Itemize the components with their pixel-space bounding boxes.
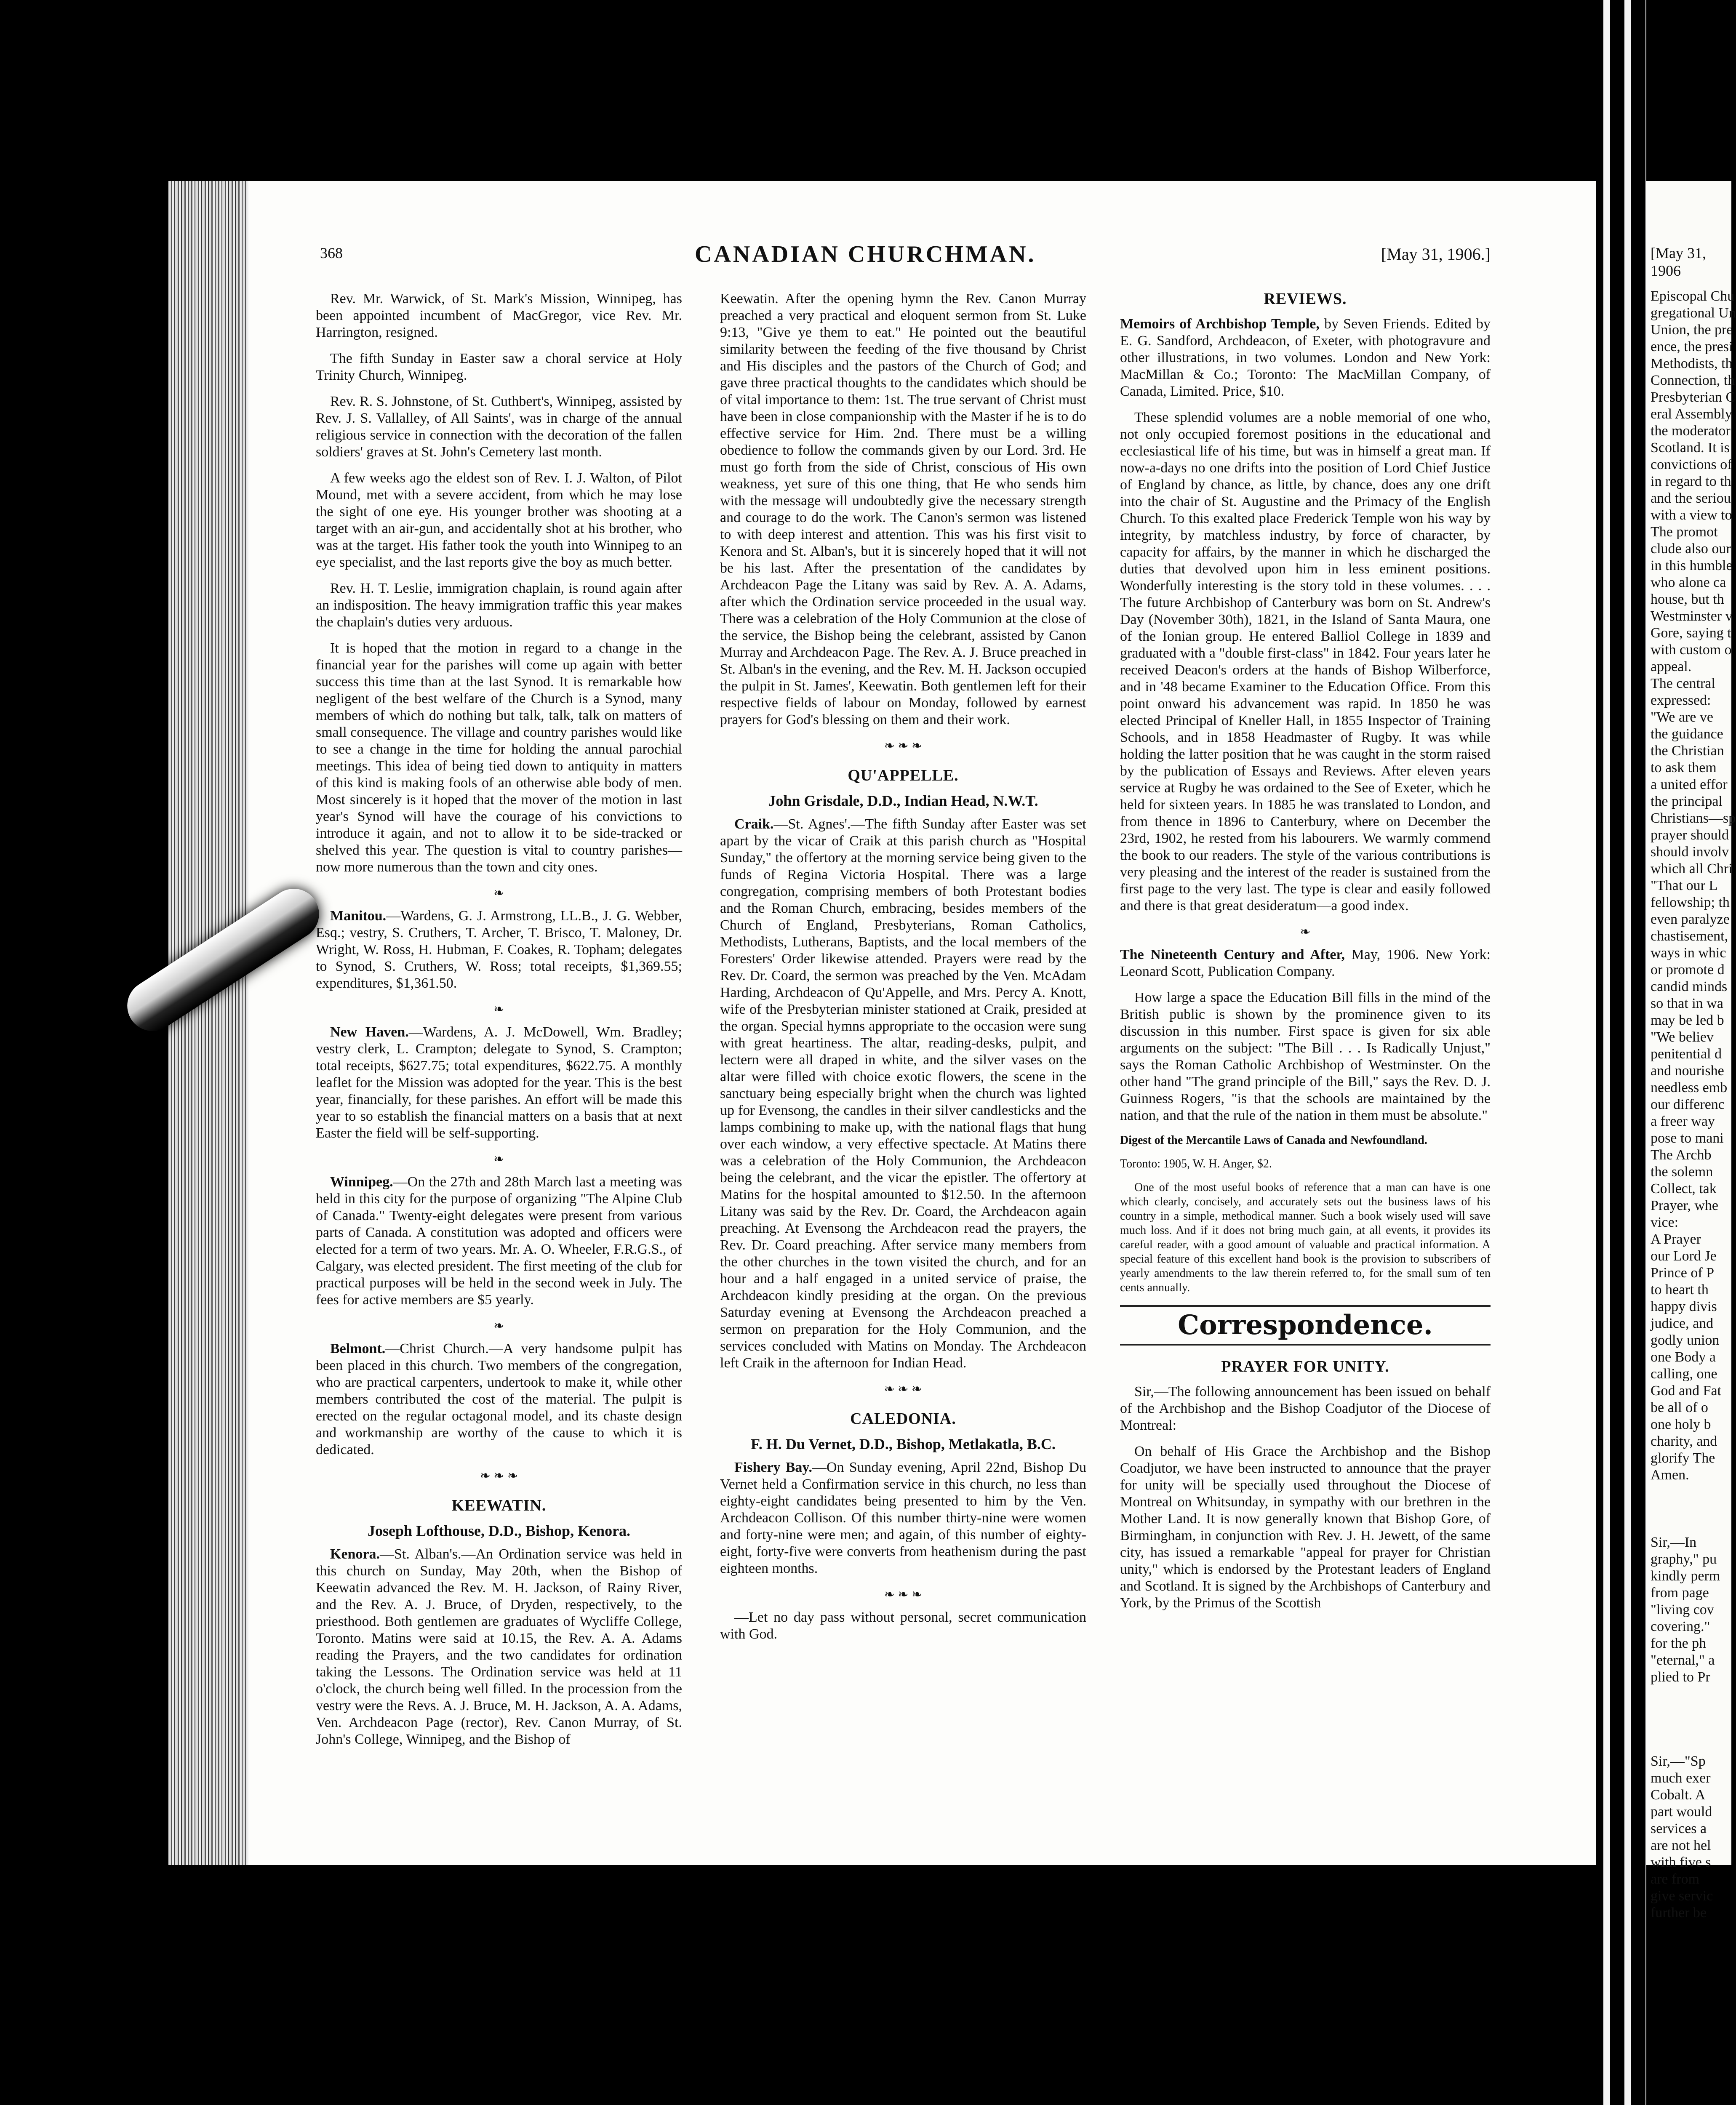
- facing-page-line: Presbyterian C: [1651, 389, 1736, 405]
- review-body: How large a space the Education Bill fills in the mind of the British public is shown by the prominence given to its discussion in this number. First space is given for six able arguments on the subject: "The Bill . . . Is Radically Unjust," says the Roman Catholic Archbishop of Westminster. On the other hand "The grand principle of the Bill," says the Rev. D. J. Guinness Rogers, "is that the schools are maintained by the nation, and that the rule of the nation in them must be absolute.": [1120, 990, 1491, 1123]
- book-title: The Nineteenth Century and After,: [1120, 947, 1345, 962]
- facing-page-line: so that in wa: [1651, 996, 1723, 1011]
- ornament-icon: ❧: [1300, 925, 1311, 939]
- facing-page-line: Sir,—In: [1651, 1535, 1697, 1550]
- news-paragraph: Rev. H. T. Leslie, immigration chaplain, is round again after an indisposition. The heavy immigration traffic this year makes the chaplain's duties very arduous.: [316, 581, 682, 630]
- item-text: —Christ Church.—A very handsome pulpit has been placed in this church. Two members of the congregation, who are practical carpenters, undertook to make it, while other members contributed the cost of the material. The pulpit is erected on the regular octagonal model, and its chaste design and workmanship are worthy of the cause to which it is dedicated.: [316, 1341, 682, 1458]
- review-body: These splendid volumes are a noble memorial of one who, not only occupied foremost positions in the educational and ecclesiastical life of his time, but was in himself a great man. If now-a-days no one drifts into the position of Lord Chief Justice of England by chance, as little, by chance, does any one drift into the chair of St. Augustine and the Primacy of the English Church. To this exalted place Frederick Temple won his way by integrity, by matchless industry, by force of character, by capacity for affairs, by the manner in which he discharged the duties that devolved upon him in less eminent positions. Wonderfully interesting is the story told in these volumes. . . . The future Archbishop of Canterbury was born on St. Andrew's Day (November 30th), 1821, in the Island of Santa Maura, one of the Ionian group. He entered Balliol College in 1839 and graduated with a "double first-class" in 1842. Four years later he received Deacon's orders at the hands of Bishop Wilberforce, and in '48 became Examiner to the Education Office. From this point onward his advancement was rapid. In 1850 he was elected Principal of Kneller Hall, in 1855 Inspector of Training Schools, and in 1858 Headmaster of Rugby. It was while holding the latter position that he was caught in the storm raised by the publication of Essays and Reviews. After eleven years service at Rugby he was ordained to the See of Exeter, which he held for sixteen years. In 1885 he was translated to London, and from thence in 1896 to Canterbury, where on December the 23rd, 1902, he rested from his labourers. We warmly commend the book to our readers. The style of the various contributions is very pleasing and the interest of the reader is sustained from the first page to the very last. The type is clear and easily followed and there is that great desideratum—a good index.: [1120, 410, 1491, 914]
- place-heading: Belmont.: [330, 1341, 386, 1356]
- bishop-line: Joseph Lofthouse, D.D., Bishop, Kenora.: [367, 1522, 631, 1539]
- facing-page-line: appeal.: [1651, 659, 1692, 674]
- facing-page-line: kindly perm: [1651, 1568, 1720, 1584]
- ornament-icon: ❧ ❧ ❧: [884, 739, 923, 753]
- facing-page-line: "We are ve: [1651, 709, 1713, 725]
- facing-page-line: "eternal," a: [1651, 1652, 1715, 1668]
- belmont-item: [316, 1340, 682, 1458]
- section-divider: [1120, 1344, 1491, 1346]
- review-heading: [1120, 316, 1491, 400]
- facing-page-line: the guidance: [1651, 726, 1723, 742]
- manitou-item: [316, 908, 682, 992]
- facing-page-line: glorify The: [1651, 1450, 1715, 1466]
- news-paragraph: Rev. Mr. Warwick, of St. Mark's Mission, Winnipeg, has been appointed incumbent of MacGregor, vice Rev. Mr. Harrington, resigned.: [316, 291, 682, 340]
- facing-page-line: part would: [1651, 1804, 1712, 1820]
- closing-line: —Let no day pass without personal, secret communication with God.: [720, 1609, 1086, 1642]
- ornament-icon: ❧ ❧ ❧: [480, 1469, 518, 1483]
- facing-page-line: The central: [1651, 676, 1715, 691]
- item-text: —On the 27th and 28th March last a meeting was held in this city for the purpose of organizing "The Alpine Club of Canada." Twenty-eight delegates were present from various parts of Canada. A constitution was adopted and officers were elected for a term of two years. Mr. A. O. Wheeler, F.R.G.S., of Calgary, was elected president. The first meeting of the club for practical purposes will be held in the second week in July. The fees for active members are $5 yearly.: [316, 1174, 682, 1308]
- facing-page-line: or promote d: [1651, 962, 1725, 978]
- facing-page-line: from page: [1651, 1585, 1709, 1601]
- ornament-icon: ❧: [493, 1319, 504, 1333]
- facing-page-line: clude also our: [1651, 541, 1731, 557]
- facing-page-line: with five s: [1651, 1855, 1711, 1870]
- facing-page-line: graphy," pu: [1651, 1551, 1717, 1567]
- facing-page-line: Gore, saying t: [1651, 625, 1731, 641]
- facing-page-line: chastisement,: [1651, 928, 1728, 944]
- diocese-heading: CALEDONIA.: [850, 1410, 956, 1428]
- facing-page-line: Connection, th: [1651, 373, 1735, 388]
- kenora-item: [316, 1546, 682, 1748]
- ornament-icon: ❧ ❧ ❧: [884, 1588, 923, 1601]
- book-title: Memoirs of Archbishop Temple,: [1120, 316, 1320, 332]
- item-text: —Wardens, A. J. McDowell, Wm. Bradley; vestry clerk, L. Crampton; delegate to Synod, S. Crampton; total receipts, $627.75; total expenditures, $622.75. A monthly leaflet for the Mission was adopted for the year. This is the best year, financially, for these parishes. An effort will be made this year to so establish the financial matters on a basis that at next Easter the field will be self-supporting.: [316, 1024, 682, 1141]
- ornament-icon: ❧: [493, 886, 504, 900]
- facing-page-line: penitential d: [1651, 1046, 1722, 1062]
- facing-page-line: which all Chri: [1651, 861, 1733, 877]
- facing-page-line: A Prayer: [1651, 1231, 1701, 1247]
- facing-page-line: are from: [1651, 1871, 1700, 1887]
- place-heading: Kenora.: [330, 1546, 380, 1562]
- newhaven-item: [316, 1024, 682, 1142]
- place-heading: Manitou.: [330, 908, 387, 924]
- facing-page-line: Sir,—"Sp: [1651, 1753, 1706, 1769]
- masthead-title: CANADIAN CHURCHMAN.: [695, 241, 1036, 267]
- facing-page-line: calling, one: [1651, 1366, 1717, 1382]
- book-details: by Seven Friends. Edited by E. G. Sandford, Archdeacon, of Exeter, with photogravure and other illustrations, in two volumes. London and New York: MacMillan & Co.; Toronto: The MacMillan Company, of Canada, Limited. Price, $10.: [1120, 316, 1491, 399]
- section-divider: [1120, 1305, 1491, 1307]
- facing-page-line: "living cov: [1651, 1602, 1714, 1617]
- facing-page-lines: [1646, 1686, 1731, 1921]
- facing-page-line: to heart th: [1651, 1282, 1709, 1298]
- page-number: 368: [320, 245, 343, 261]
- diocese-heading: KEEWATIN.: [451, 1497, 547, 1514]
- place-heading: Fishery Bay.: [734, 1460, 813, 1475]
- facing-page-line: "We believ: [1651, 1029, 1714, 1045]
- facing-page-line: Cobalt. A: [1651, 1787, 1706, 1803]
- issue-date: [May 31, 1906.]: [1381, 245, 1491, 264]
- craik-item: [720, 816, 1086, 1372]
- facing-page-line: be all of o: [1651, 1400, 1708, 1415]
- facing-page-line: give servic: [1651, 1888, 1713, 1904]
- facing-page-line: ways in whic: [1651, 945, 1726, 961]
- facing-page-line: pose to mani: [1651, 1130, 1724, 1146]
- page-header: [248, 241, 1596, 278]
- diocese-heading: QU'APPELLE.: [848, 767, 959, 784]
- facing-page-line: with custom o: [1651, 642, 1732, 658]
- facing-page-line: The Archb: [1651, 1147, 1712, 1163]
- facing-page-line: the moderator: [1651, 423, 1731, 439]
- section-heading: REVIEWS.: [1264, 290, 1347, 308]
- facing-page-line: in this humble: [1651, 558, 1733, 573]
- facing-page-line: eral Assembly: [1651, 406, 1732, 422]
- facing-page-line: expressed:: [1651, 693, 1711, 708]
- facing-page-line: services a: [1651, 1821, 1707, 1836]
- book-title: Digest of the Mercantile Laws of Canada and Newfoundland.: [1120, 1134, 1427, 1147]
- facing-page-line: house, but th: [1651, 592, 1724, 607]
- letter-paragraph: Sir,—The following announcement has been issued on behalf of the Archbishop and the Bishop Coadjutor of the Diocese of Montreal:: [1120, 1384, 1491, 1433]
- ornament-icon: ❧: [493, 1152, 504, 1166]
- book-details: Toronto: 1905, W. H. Anger, $2.: [1120, 1157, 1272, 1170]
- facing-page-line: for the ph: [1651, 1636, 1707, 1651]
- item-text: —St. Alban's.—An Ordination service was held in this church on Sunday, May 20th, when the Bishop of Keewatin advanced the Rev. M. H. Jackson, of Rainy River, and the Rev. A. J. Bruce, of Dryden, respectively, to the priesthood. Both gentlemen are graduates of Wycliffe College, Toronto. Matins were said at 10.15, the Rev. A. A. Adams reading the Prayers, and the two candidates for ordination taking the Lessons. The Ordination service was held at 11 o'clock, the church being well filled. In the procession from the vestry were the Revs. A. J. Bruce, M. H. Jackson, A. A. Adams, Ven. Archdeacon Page (rector), Rev. Canon Murray, of St. John's College, Winnipeg, and the Bishop of: [316, 1546, 682, 1747]
- letter-heading: PRAYER FOR UNITY.: [1221, 1358, 1389, 1375]
- facing-page-line: one Body a: [1651, 1349, 1716, 1365]
- facing-page-line: Prince of P: [1651, 1265, 1715, 1281]
- facing-page-line: a united effor: [1651, 777, 1728, 792]
- facing-page-line: a freer way: [1651, 1114, 1715, 1129]
- scan-background: [0, 0, 168, 2105]
- facing-page-line: in regard to th: [1651, 474, 1731, 489]
- place-heading: Winnipeg.: [330, 1174, 393, 1190]
- page-gutter: [1596, 0, 1646, 2105]
- ornament-icon: ❧ ❧ ❧: [884, 1382, 923, 1396]
- facing-page-line: judice, and: [1651, 1316, 1714, 1331]
- news-paragraph: It is hoped that the motion in regard to a change in the financial year for the parishes will come up again with better success this time than at the last Synod. It is remarkable how negligent of the best welfare of the Church is a Synod, many members of which do nothing but talk, talk, talk on matters of small consequence. The village and country parishes would like to see a change in the time for holding the annual parochial meetings. This idea of being tied down to antiquity in matters of this kind is making fools of an otherwise able body of men. Most sincerely is it hoped that the mover of the motion in last year's Synod will have the courage of his convictions to introduce it again, and not to allow it to be side-tracked or shelved this year. The question is vital to country parishes—now more numerous than the town and city ones.: [316, 640, 682, 875]
- facing-page-line: Collect, tak: [1651, 1181, 1717, 1196]
- facing-page-line: needless emb: [1651, 1080, 1728, 1095]
- place-heading: Craik.: [734, 816, 774, 832]
- news-paragraph: The fifth Sunday in Easter saw a choral service at Holy Trinity Church, Winnipeg.: [316, 351, 682, 383]
- column-2: [720, 290, 1086, 1652]
- facing-page-line: ence, the presi: [1651, 339, 1733, 354]
- fishery-item: [720, 1459, 1086, 1577]
- facing-page-line: gregational Un: [1651, 305, 1736, 321]
- facing-page-fragment: [1646, 181, 1736, 1921]
- ornament-icon: ❧: [493, 1002, 504, 1016]
- column-3: [1120, 290, 1491, 1621]
- facing-page-line: the Christian: [1651, 743, 1724, 759]
- facing-page-line: further be: [1651, 1905, 1707, 1921]
- facing-page-line: fellowship; th: [1651, 895, 1730, 910]
- facing-page-line: charity, and: [1651, 1434, 1717, 1449]
- facing-page-line: prayer should: [1651, 827, 1729, 843]
- facing-page-lines: [1646, 1484, 1731, 1686]
- review-heading: [1120, 946, 1491, 980]
- facing-page-line: may be led b: [1651, 1013, 1724, 1028]
- facing-page-line: should involv: [1651, 844, 1729, 860]
- news-paragraph: Keewatin. After the opening hymn the Rev. Canon Murray preached a very practical and eloquent sermon from St. Luke 9:13, "Give ye them to eat." He pointed out the beautiful similarity between the feeding of the five thousand by Christ and His disciples and the pastors of the Church of God; and gave three practical thoughts to the candidates which should be of vital importance to them: 1st. The true servant of Christ must have been in close companionship with the Master if he is to do effective service for Him. 2nd. There must be a willing obedience to follow the commands given by our Lord. 3rd. He must go forth from the side of Christ, conscious of His own weakness, yet sure of this one thing, that He who sends him with the message will undoubtedly give the necessary strength and courage to do the work. The Canon's sermon was listened to with deep interest and attention. This was his first visit to Kenora and St. Alban's, but it is sincerely hoped that it will not be his last. After the presentation of the candidates by Archdeacon Page the Litany was said by Rev. A. A. Adams, after which the Ordination service proceeded in the usual way. There was a celebration of the Holy Communion at the close of the service, the Bishop being the celebrant, assisted by Canon Murray and Archdeacon Page. The Rev. A. J. Bruce preached in St. Alban's in the evening, and the Rev. M. H. Jackson occupied the pulpit in St. James', Keewatin. Both gentlemen left for their respective fields of labour on Monday, followed by earnest prayers for God's blessing on them and their work.: [720, 291, 1086, 727]
- facing-page-line: with a view to: [1651, 507, 1732, 523]
- book-page-edges: [168, 181, 261, 1865]
- news-paragraph: A few weeks ago the eldest son of Rev. I. J. Walton, of Pilot Mound, met with a severe accident, from which he may lose the sight of one eye. His younger brother was shooting at a target with an air-gun, and accidentally shot at his brother, who was at the target. His father took the youth into Winnipeg to an eye specialist, and the last reports give the boy as much better.: [316, 470, 682, 570]
- facing-page-line: happy divis: [1651, 1299, 1717, 1314]
- facing-page-line: "That our L: [1651, 878, 1718, 893]
- facing-page-line: Christians—sp: [1651, 810, 1736, 826]
- facing-page-line: convictions of: [1651, 457, 1732, 472]
- facing-page-line: much exer: [1651, 1770, 1711, 1786]
- correspondence-heading: Correspondence.: [1178, 1309, 1433, 1341]
- news-paragraph: Rev. R. S. Johnstone, of St. Cuthbert's, Winnipeg, assisted by Rev. J. S. Vallalley, of All Saints', was in charge of the annual religious service in connection with the decoration of the fallen soldiers' graves at St. John's Cemetery last month.: [316, 394, 682, 460]
- facing-page-line: one holy b: [1651, 1417, 1711, 1432]
- place-heading: New Haven.: [330, 1024, 409, 1040]
- facing-page-line: godly union: [1651, 1332, 1720, 1348]
- facing-page-line: Westminster v: [1651, 608, 1733, 624]
- facing-page-header: [May 31, 1906: [1651, 245, 1706, 279]
- facing-page-line: Prayer, whe: [1651, 1198, 1719, 1213]
- facing-page-line: our differenc: [1651, 1097, 1725, 1112]
- facing-page-line: the solemn: [1651, 1164, 1713, 1180]
- facing-page-line: to ask them: [1651, 760, 1717, 775]
- facing-page-line: plied to Pr: [1651, 1669, 1710, 1685]
- facing-page-line: are not hel: [1651, 1838, 1711, 1853]
- facing-page-line: The promot: [1651, 524, 1718, 540]
- winnipeg-item: [316, 1174, 682, 1308]
- column-1: [316, 290, 682, 1757]
- facing-page-line: candid minds: [1651, 979, 1728, 994]
- facing-page-line: God and Fat: [1651, 1383, 1722, 1399]
- facing-page-lines: [1646, 280, 1736, 1484]
- facing-page-line: who alone ca: [1651, 575, 1726, 590]
- facing-page-line: Scotland. It is: [1651, 440, 1730, 456]
- facing-page-line: vice:: [1651, 1215, 1679, 1230]
- facing-page-line: Union, the pre: [1651, 322, 1733, 338]
- facing-page-line: and the seriou: [1651, 490, 1731, 506]
- letter-paragraph: On behalf of His Grace the Archbishop and the Bishop Coadjutor, we have been instructed to announce that the prayer for unity will be specially used throughout the Diocese of Montreal on Whitsunday, in sympathy with our brethren in the Mother Land. It is now generally known that Bishop Gore, of Birmingham, in conjunction with Rev. J. H. Jewett, of the same city, has issued a remarkable "appeal for prayer for Christian unity," which is endorsed by the Protestant leaders of England and Scotland. It is signed by the Archbishops of Canterbury and York, by the Primus of the Scottish: [1120, 1444, 1491, 1611]
- item-text: —On Sunday evening, April 22nd, Bishop Du Vernet held a Confirmation service in this church, no less than eighty-eight candidates being presented to him by the Ven. Archdeacon Collison. Of this number thirty-nine were women and forty-nine were men; and again, of this number of eighty-eight, forty-five were converts from heathenism during the past eighteen months.: [720, 1460, 1087, 1576]
- bishop-line: F. H. Du Vernet, D.D., Bishop, Metlakatla, B.C.: [751, 1436, 1056, 1452]
- item-text: —St. Agnes'.—The fifth Sunday after Easter was set apart by the vicar of Craik at this parish church as "Hospital Sunday," the offertory at the morning service being given to the funds of Regina Victoria Hospital. There was a large congregation, comprising members of both Protestant bodies and the Roman Church, embracing, besides members of the Church of England, Presbyterians, Roman Catholics, Methodists, Lutherans, Baptists, and the local members of the Foresters' Order likewise attended. Prayers were read by the Rev. Dr. Coard, the sermon was preached by the Ven. McAdam Harding, Archdeacon of Qu'Appelle, and Mrs. Percy A. Knott, wife of the Presbyterian minister stationed at Craik, presided at the organ. Special hymns appropriate to the occasion were sung with great heartiness. The altar, reading-desks, pulpit, and lectern were all draped in white, and the silver vases on the altar were filled with choice exotic flowers, the scene in the sanctuary being especially bright when the church was lighted up for Evensong, the candles in their silver candlesticks and the lamps combining to make up, with the national flags that hung over each window, a very effective spectacle. At Matins there was a celebration of the Holy Communion, the Archdeacon being the celebrant, and the vicar the epistler. The offertory at Matins for the hospital amounted to $12.50. In the afternoon Litany was said by the Rev. Dr. Coard, the Archdeacon again preaching. At Evensong the Archdeacon read the prayers, the Rev. Dr. Coard preaching. After service many members from the other churches in the town visited the church, and for an hour and a half engaged in a united service of praise, the Archdeacon kindly presiding at the organ. On the previous Saturday evening at Evensong the Archdeacon preached a sermon on preparation for the Holy Communion, and the services concluded with Matins on Monday. The Archdeacon left Craik in the afternoon for Indian Head.: [720, 816, 1086, 1371]
- facing-page-line: Amen.: [1651, 1467, 1689, 1483]
- review-body: One of the most useful books of reference that a man can have is one which clearly, concisely, and accurately sets out the business laws of his country in a simple, methodical manner. Such a book wisely used will save much loss. And if it does not bring much gain, at all events, it provides its careful reader, with a good amount of valuable and practical information. A special feature of this excellent hand book is the provision to subscribers of yearly amendments to the law therein referred to, for the small sum of ten cents annually.: [1120, 1181, 1491, 1294]
- facing-page-line: covering.": [1651, 1619, 1710, 1634]
- facing-page-line: even paralyze: [1651, 911, 1730, 927]
- facing-page-line: the principal: [1651, 794, 1723, 809]
- item-text: —Wardens, G. J. Armstrong, LL.B., J. G. Webber, Esq.; vestry, S. Cruthers, T. Archer, T. Brisco, T. Maloney, Dr. Wright, W. Ross, H. Hubman, F. Coakes, R. Topham; delegates to Synod, S. Cruthers, W. Ross; total receipts, $1,369.55; expenditures, $1,361.50.: [316, 908, 682, 991]
- facing-page-line: and nourishe: [1651, 1063, 1724, 1079]
- bishop-line: John Grisdale, D.D., Indian Head, N.W.T.: [768, 792, 1038, 809]
- facing-page-line: Methodists, th: [1651, 356, 1733, 371]
- newspaper-page: [248, 181, 1596, 1865]
- facing-page-line: our Lord Je: [1651, 1248, 1717, 1264]
- facing-page-line: Episcopal Chu: [1651, 288, 1735, 304]
- book-details: May, 1906. New York: Leonard Scott, Publication Company.: [1120, 947, 1491, 979]
